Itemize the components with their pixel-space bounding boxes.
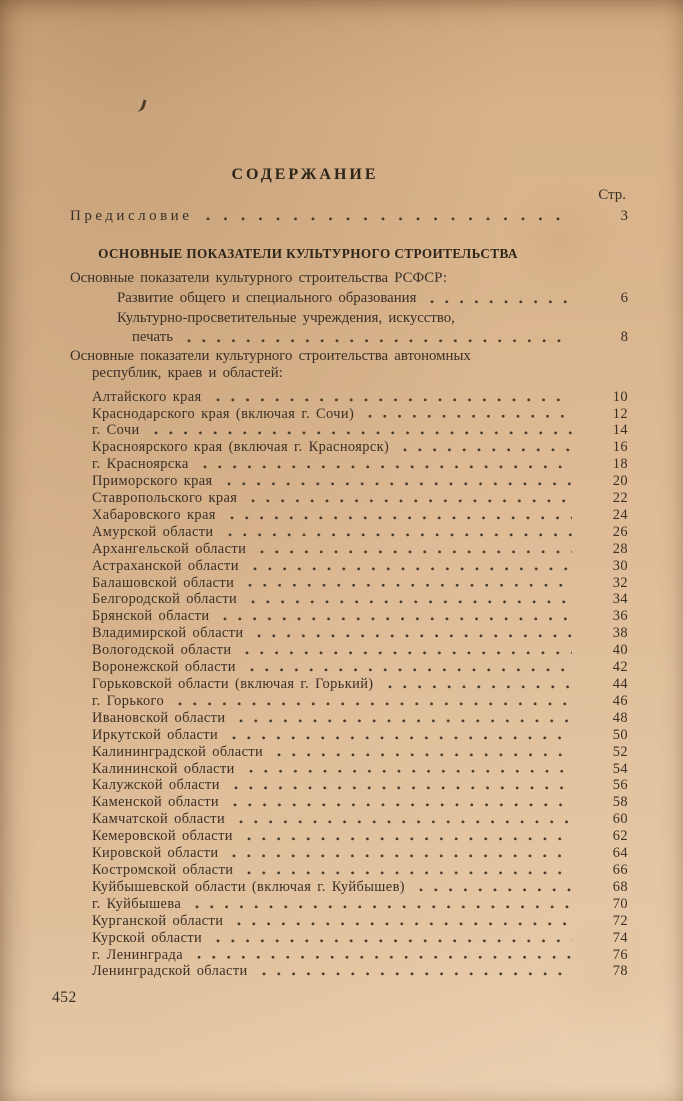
toc-entry — [70, 558, 628, 575]
entry-label: Предисловие — [70, 208, 193, 224]
entry-page: 14 — [612, 422, 628, 439]
entry-page: 42 — [612, 659, 628, 676]
toc-region-list — [70, 389, 628, 981]
entry-label: Краснодарского края (включая г. Сочи) — [92, 405, 355, 422]
entry-label: Алтайского края — [92, 388, 202, 405]
toc-entry — [70, 879, 628, 896]
entry-label: Ставропольского края — [92, 490, 238, 507]
entry-page: 62 — [612, 828, 628, 845]
entry-page: 3 — [620, 208, 628, 224]
dot-leader — [225, 845, 572, 862]
entry-label: Каменской области — [92, 794, 220, 811]
dot-leader — [250, 625, 572, 642]
toc-heading-line — [70, 365, 628, 382]
entry-label: г. Ленинграда — [92, 946, 184, 963]
toc-heading-line — [70, 269, 628, 289]
entry-page: 48 — [612, 709, 628, 726]
toc-entry — [70, 490, 628, 507]
toc-entry — [70, 710, 628, 727]
entry-page: 26 — [612, 523, 628, 540]
toc-entry — [70, 727, 628, 744]
toc-entry — [70, 422, 628, 439]
entry-label: Приморского края — [92, 473, 213, 490]
dot-leader — [244, 591, 572, 608]
entry-label: г. Горького — [92, 692, 165, 709]
toc-entry — [70, 439, 628, 456]
entry-label: Балашовской области — [92, 574, 235, 591]
entry-label: Куйбышевской области (включая г. Куйбышев) — [92, 878, 405, 895]
entry-label: Культурно-просветительные учреждения, искусство, — [117, 309, 455, 326]
dot-leader — [209, 930, 572, 947]
dot-leader — [253, 541, 572, 558]
toc-top-entries — [70, 269, 628, 383]
dot-leader — [227, 777, 572, 794]
toc-entry — [70, 575, 628, 592]
toc-entry — [70, 845, 628, 862]
dot-leader — [232, 710, 572, 727]
dot-leader — [246, 558, 572, 575]
entry-page: 70 — [612, 895, 628, 912]
toc-entry — [70, 794, 628, 811]
folio-page-number: 452 — [52, 989, 77, 1006]
entry-label: Амурской области — [92, 523, 214, 540]
entry-label: Калужской области — [92, 777, 220, 794]
dot-leader — [171, 693, 572, 710]
entry-page: 78 — [612, 963, 628, 980]
dot-leader — [270, 744, 572, 761]
dot-leader — [423, 289, 572, 309]
toc-entry — [70, 473, 628, 490]
toc-entry — [70, 659, 628, 676]
toc-entry — [70, 777, 628, 794]
entry-label: Воронежской области — [92, 659, 236, 676]
dot-leader — [216, 608, 572, 625]
entry-page: 10 — [612, 388, 628, 405]
dot-leader — [240, 828, 572, 845]
entry-page: 76 — [612, 946, 628, 963]
entry-page: 50 — [612, 726, 628, 743]
entry-label: республик, краев и областей: — [92, 365, 283, 382]
entry-label: Развитие общего и специального образования — [117, 289, 417, 306]
entry-page: 6 — [620, 289, 628, 306]
entry-label: г. Сочи — [92, 422, 140, 439]
dot-leader — [240, 862, 572, 879]
entry-label: Вологодской области — [92, 642, 232, 659]
entry-label: Хабаровского края — [92, 506, 216, 523]
entry-label: Белгородской области — [92, 591, 238, 608]
entry-label: Камчатской области — [92, 811, 226, 828]
entry-label: г. Куйбышева — [92, 895, 182, 912]
dot-leader — [381, 676, 573, 693]
dot-leader — [232, 811, 572, 828]
entry-label: печать — [132, 329, 173, 346]
entry-label: Владимирской области — [92, 625, 244, 642]
toc-entry — [70, 507, 628, 524]
section-heading: ОСНОВНЫЕ ПОКАЗАТЕЛИ КУЛЬТУРНОГО СТРОИТЕЛЬСТВА — [98, 246, 518, 261]
toc-entry — [70, 913, 628, 930]
entry-label: Ивановской области — [92, 709, 226, 726]
entry-page: 60 — [612, 811, 628, 828]
entry-page: 34 — [612, 591, 628, 608]
toc-heading-line — [70, 309, 628, 329]
dot-leader — [180, 328, 572, 348]
entry-page: 66 — [612, 861, 628, 878]
entry-page: 46 — [612, 692, 628, 709]
entry-label: Калининской области — [92, 760, 235, 777]
toc-entry — [70, 289, 628, 309]
toc-entry — [70, 591, 628, 608]
toc-entry-preface — [70, 208, 628, 225]
entry-page: 56 — [612, 777, 628, 794]
entry-label: Основные показатели культурного строительства автономных — [70, 348, 471, 365]
entry-label: Красноярского края (включая г. Красноярск) — [92, 439, 390, 456]
entry-page: 72 — [612, 912, 628, 929]
toc-entry — [70, 642, 628, 659]
page-title: СОДЕРЖАНИЕ — [231, 166, 379, 183]
entry-label: Кировской области — [92, 845, 219, 862]
dot-leader — [196, 456, 572, 473]
dot-leader — [361, 406, 572, 423]
toc-entry — [70, 541, 628, 558]
toc-entry — [70, 406, 628, 423]
entry-page: 52 — [612, 743, 628, 760]
entry-page: 12 — [612, 405, 628, 422]
dot-leader — [147, 422, 572, 439]
dot-leader — [243, 659, 572, 676]
toc-entry — [70, 930, 628, 947]
entry-page: 30 — [612, 557, 628, 574]
entry-page: 44 — [612, 676, 628, 692]
entry-page: 22 — [612, 490, 628, 507]
entry-label: Курской области — [92, 929, 203, 946]
toc-entry — [70, 693, 628, 710]
entry-label: Архангельской области — [92, 540, 247, 557]
dot-leader — [255, 963, 572, 980]
entry-page: 68 — [612, 878, 628, 895]
entry-page: 64 — [612, 845, 628, 862]
dot-leader — [223, 507, 572, 524]
toc-entry — [70, 744, 628, 761]
entry-label: Ленинградской области — [92, 963, 248, 980]
dot-leader — [225, 727, 572, 744]
entry-label: Астраханской области — [92, 557, 239, 574]
dot-leader — [412, 879, 572, 896]
toc-heading-line — [70, 348, 628, 365]
dot-leader — [190, 947, 572, 964]
dot-leader — [209, 389, 573, 406]
entry-label: Основные показатели культурного строительства РСФСР: — [70, 270, 447, 286]
dot-leader — [226, 794, 572, 811]
toc-entry — [70, 676, 628, 693]
toc-entry — [70, 811, 628, 828]
toc-entry — [70, 947, 628, 964]
dot-leader — [396, 439, 572, 456]
entry-page: 20 — [612, 473, 628, 490]
toc-entry — [70, 963, 628, 980]
entry-page: 38 — [612, 625, 628, 642]
toc-entry — [70, 456, 628, 473]
entry-page: 18 — [612, 456, 628, 473]
entry-page: 74 — [612, 929, 628, 946]
dot-leader — [242, 761, 572, 778]
entry-page: 28 — [612, 540, 628, 557]
entry-label: Горьковской области (включая г. Горький) — [92, 676, 374, 692]
ink-mark — [135, 98, 147, 113]
toc-entry — [70, 328, 628, 348]
entry-page: 24 — [612, 506, 628, 523]
dot-leader — [244, 490, 572, 507]
entry-page: 36 — [612, 608, 628, 625]
entry-label: Кемеровской области — [92, 828, 233, 845]
entry-page: 58 — [612, 794, 628, 811]
dot-leader — [230, 913, 572, 930]
entry-label: Курганской области — [92, 912, 224, 929]
toc-entry — [70, 524, 628, 541]
dot-leader — [199, 208, 572, 225]
toc-entry — [70, 389, 628, 406]
entry-page: 16 — [612, 439, 628, 456]
dot-leader — [188, 896, 572, 913]
entry-page: 32 — [612, 574, 628, 591]
page-column-label: Стр. — [598, 187, 626, 203]
dot-leader — [238, 642, 572, 659]
entry-page: 8 — [620, 329, 628, 346]
entry-label: Костромской области — [92, 861, 234, 878]
entry-page: 40 — [612, 642, 628, 659]
entry-label: Иркутской области — [92, 726, 219, 743]
toc-entry — [70, 862, 628, 879]
entry-label: г. Красноярска — [92, 456, 189, 473]
entry-label: Калининградской области — [92, 743, 264, 760]
dot-leader — [220, 473, 572, 490]
entry-page: 54 — [612, 760, 628, 777]
toc-entry — [70, 896, 628, 913]
toc-entry — [70, 608, 628, 625]
entry-label: Брянской области — [92, 608, 210, 625]
toc-entry — [70, 828, 628, 845]
toc-block — [70, 164, 628, 980]
toc-entry — [70, 761, 628, 778]
toc-entry — [70, 625, 628, 642]
dot-leader — [241, 575, 572, 592]
dot-leader — [221, 524, 572, 541]
